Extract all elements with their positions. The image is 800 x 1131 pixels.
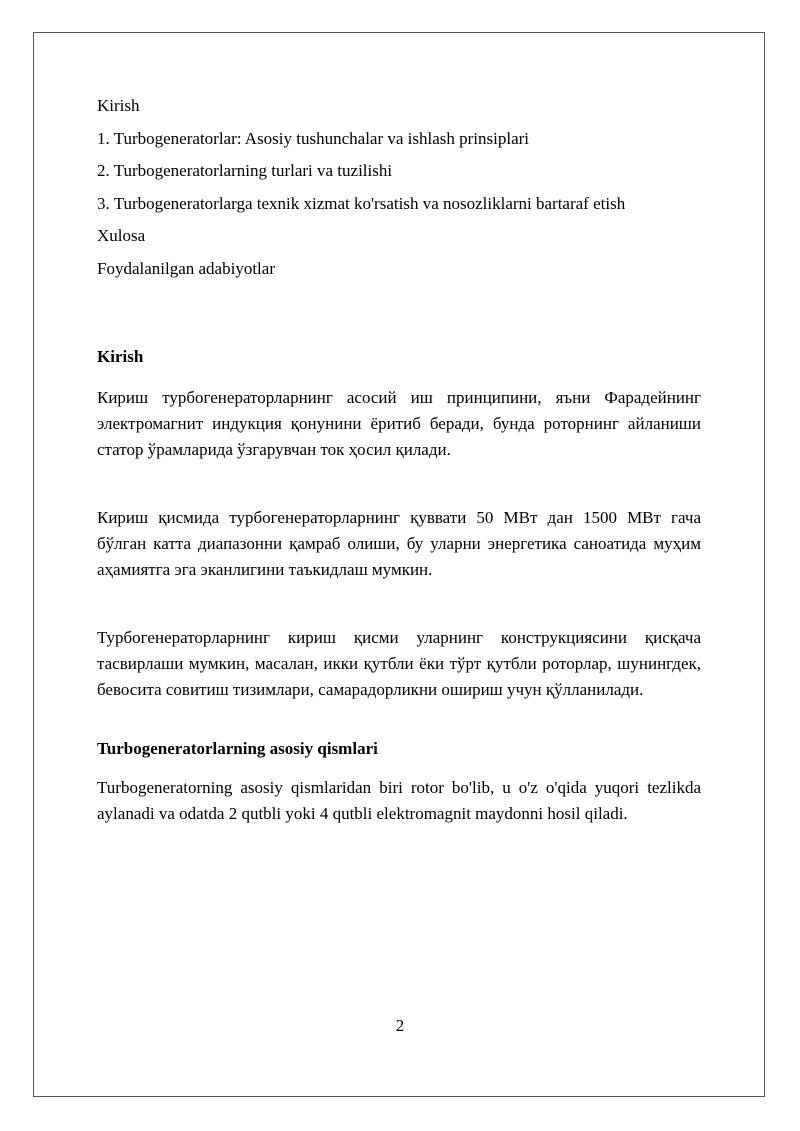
section-heading-main-parts: Turbogeneratorlarning asosiy qismlari [97,738,378,758]
paragraph-intro-3: Турбогенераторларнинг кириш қисми уларнинг конструкциясини қисқача тасвирлаши мумкин, масалан, икки қутбли ёки тўрт қутбли роторлар, шунингдек, бевосита совитиш тизимлари, самарадорликни ошириш учун қўлланилади. [97,627,701,699]
toc-item-intro: Kirish [97,96,140,115]
paragraph-intro-2: Кириш қисмида турбогенераторларнинг қуввати 50 МВт дан 1500 МВт гача бўлган катта диапазонни қамраб олиши, бу уларни энергетика саноатида муҳим аҳамиятга эга эканлигини таъкидлаш мумкин. [97,507,701,579]
toc-item-1: 1. Turbogeneratorlar: Asosiy tushunchalar va ishlash prinsiplari [97,128,530,148]
page-number: 2 [395,1016,405,1035]
paragraph-main-parts-1: Turbogeneratorning asosiy qismlaridan biri rotor bo'lib, u o'z o'qida yuqori tezlikda aylanadi va odatda 2 qutbli yoki 4 qutbli elektromagnit maydonni hosil qiladi. [97,777,701,823]
document-body [97,94,701,827]
toc-item-3: 3. Turbogeneratorlarga texnik xizmat ko'rsatish va nosozliklarni bartaraf etish [97,193,626,213]
toc-item-2: 2. Turbogeneratorlarning turlari va tuzilishi [97,161,393,180]
section-heading-intro: Kirish [97,346,144,366]
paragraph-intro-1: Кириш турбогенераторларнинг асосий иш принципини, яъни Фарадейнинг электромагнит индукция қонунини ёритиб беради, бунда роторнинг айланиши статор ўрамларида ўзгарувчан ток ҳосил қилади. [97,387,701,459]
toc-item-references: Foydalanilgan adabiyotlar [97,258,275,278]
toc-item-conclusion: Xulosa [97,226,146,245]
table-of-contents [97,94,701,281]
